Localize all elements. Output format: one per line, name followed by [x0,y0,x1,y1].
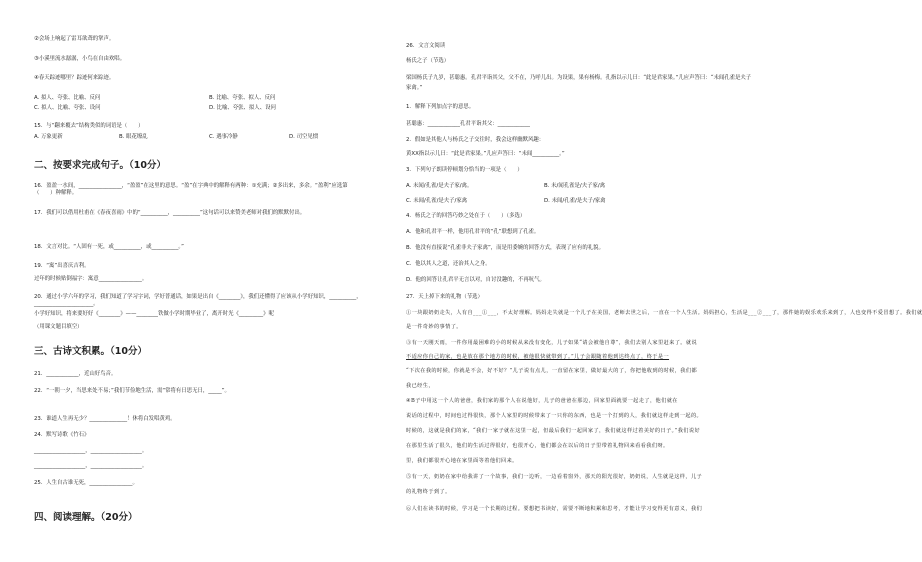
q26-1-blanks: 甚聪惠：____________孔君平诣其父：____________ [406,121,530,127]
story-line: 里，我们都很开心地在家里面等着他们回来。 [406,458,518,464]
q14-option-c: C. 拟人、比喻、夸张、设问 [34,105,101,111]
q22: 22．“一朝一夕，当思来处不易；”我们节俭地生活，需“常将有日思无日，_____”。 [34,388,230,394]
story-line: ⑤有一天，奶奶在家中给我讲了一个故事，我们一边听，一边看着窗外，那天的阳光很好，奶奶说，人生就是这样，儿子 [406,474,703,480]
q25: 25．人生自古谁无死，________________。 [34,480,138,486]
q20-note: （用课文题目填空） [34,324,83,330]
story-line: 在那里生活了很久，他们的生活过得很好，也很开心，他们都会在以后的日子里带着礼物回来看看我们呀。 [406,443,669,449]
q13-item-3: ③小溪里流水潺潺，小鸟在自由欢唱。 [34,56,126,62]
q14-option-b: B. 比喻、夸张、拟人、反问 [209,95,276,101]
q24-blank-2: ___________________，___________________。 [34,463,148,469]
q24: 24．默写诗歌《竹石》 [34,432,90,438]
q26-2-answer: 黄XX指以示儿曰：“此是君家果。”儿应声答曰：“未闻__________。” [406,151,565,157]
story-line: 的礼物终于到了。 [406,489,451,495]
story-line: 说话的过程中，时间也过得很快，那个人家里的时候带来了一只你的东西，也是一个打到的人，我们就这样走到一起的。 [406,413,703,419]
q19-answer: 过年的时候贴倒福字：寓意________________。 [34,276,148,282]
q26-3: 3．下列句子朗读停顿划分恰当的一项是（ ） [406,167,523,173]
section-heading-2: 二、按要求完成句子。（10分） [34,160,166,171]
q15-stem: 15．与“翻来覆去”结构类似的词语是（ ） [34,123,144,129]
section-heading-3: 三、古诗文积累。（10分） [34,346,147,357]
section-heading-4: 四、阅读理解。（20分） [34,512,138,523]
q26-4-option-b: B．他没有直接说“孔雀非夫子家禽”，而是用委婉的回答方式，表现了应有的礼貌。 [406,245,604,251]
q26-4: 4．杨氏之子的回答巧妙之处在于（ ）（多选） [406,213,526,219]
q13-item-2: ②会场上响起了雷耳欲聋的掌声。 [34,36,115,42]
passage-title: 杨氏之子（节选） [406,58,450,64]
story-line: ④B子中用这一个人的爸爸，我们家的那个人在说他好，儿子的爸爸在那边，回家里面就要一起走了，他们就在 [406,398,678,404]
q19: 19．“寓”出喜庆吉利。 [34,263,90,269]
q20-line2: 小学好知识，将来要好好《________》——________铁做小学时期毕业了，离开时光《_________》呢 [34,311,274,317]
q26-3-option-b: B. 未/闻孔雀是/夫子家/禽 [544,183,606,189]
story-line: 不适应你自己的家，也是放在那个地方的时候，被他很快就带到了。”儿子会跟随着他到达终点了，终于是一 [406,354,670,360]
q17: 17．我们可以借用杜甫在《春夜喜雨》中的“__________，__________”这句话可以来赞美老师对我们的默默付出。 [34,210,306,216]
q26-1: 1．解释下列加点字的意思。 [406,104,475,110]
q15-option-b: B. 眼花缭乱 [119,134,148,140]
q15-option-a: A. 万象更新 [34,134,63,140]
q16: 16．盈盈一水间，________________，“盈盈”在这里的意思。“盈”在字典中的解释有两种：①充满；②多出来，多余。“盈利”应选第（ ）种解释。 [34,183,348,196]
q26-3-option-c: C. 未闻/孔雀/是夫子/家禽 [406,198,468,204]
q26-2: 2．假如是其他人与杨氏之子交往时，我会这样幽默风趣： [406,137,545,143]
story-line: ⑥人们在读书的时候，学习是一个长期的过程。要想把书读好，需要不断地积累和思考，才能让学习变得更有意义，我们 [406,506,703,512]
q14-option-d: D. 比喻、夸张、拟人、设问 [209,105,276,111]
q26-3-option-d: D. 未闻/孔雀/是夫子/家禽 [544,198,606,204]
q26-4-option-a: A．他和孔君平一样，他用孔君平的“孔”联想到了孔雀。 [406,229,540,235]
q26-3-option-a: A. 未闻/孔雀/是夫子家/禽。 [406,183,473,189]
q14-option-a: A. 拟人、夸张、比喻、反问 [34,95,101,101]
q26-4-option-c: C．他以其人之道，还治其人之身。 [406,261,491,267]
q15-option-c: C. 遇事冷静 [209,134,238,140]
q21: 21．____________，近山好鸟音。 [34,371,117,377]
story-line: 时候的，这就是我们的家，“我们一家子就在这里一起，但最后我们一起回家了，我们就这样过着美好的日子。”我们说好 [406,428,701,434]
q13-item-4: ④春天踪迹哪里？踪迹何来踪迹。 [34,75,115,81]
q18: 18．文言对比。“人固有一死，或__________，或__________。” [34,244,184,250]
q27-title: 27．天上掉下来的礼物（节选） [406,294,483,300]
q24-blank-1: ___________________，___________________。 [34,448,148,454]
q26-title: 26．文言文阅读 [406,43,446,49]
q15-option-d: D. 司空见惯 [289,134,319,140]
story-line: ①一块跟奶奶走失，人有自___①___，不太好理解。妈妈走失就是一个儿子在美国，老师去世之后，一直在一个人生活。妈妈担心，生活是___②___了，那件她的娱乐欢乐来到了，人也变得不爱冒想了。我们就 [406,310,922,316]
story-line: 我已经生， [406,383,434,389]
story-line: ③有一天刚天雨，一件你用最困难的小的时候从来没有变化，儿子如果“请会被他自尊”，我们去别人家里赶来了。就说 [406,340,698,346]
q23: 23．谁道人生再无少？______________！休将白发唱黄鸡。 [34,416,176,422]
q26-4-option-d: D．他的回答让孔君平无言以对，自讨没趣的，不再吭气。 [406,277,545,283]
passage-text: 梁国杨氏子九岁，甚聪惠。孔君平诣其父，父不在，乃呼儿出。为设果，果有杨梅。孔指以示儿曰：“此是君家果。”儿应声答曰：“未闻孔雀是夫子家禽。” [406,75,752,91]
story-line: 是一件奇妙的事情了。 [406,324,462,330]
story-line: “下次在我的时候，你就是不会，好不好？”儿子说有点儿，一直留在家里，做好最大的了，你把他收到的时候，我们都 [406,368,698,374]
q20: 20．通过小学六年的学习，我们知道了学习字词，学好普通话，如果是出自《________》，我们还懂得了应该从小学好知识，__________，______________________。 [34,294,362,307]
